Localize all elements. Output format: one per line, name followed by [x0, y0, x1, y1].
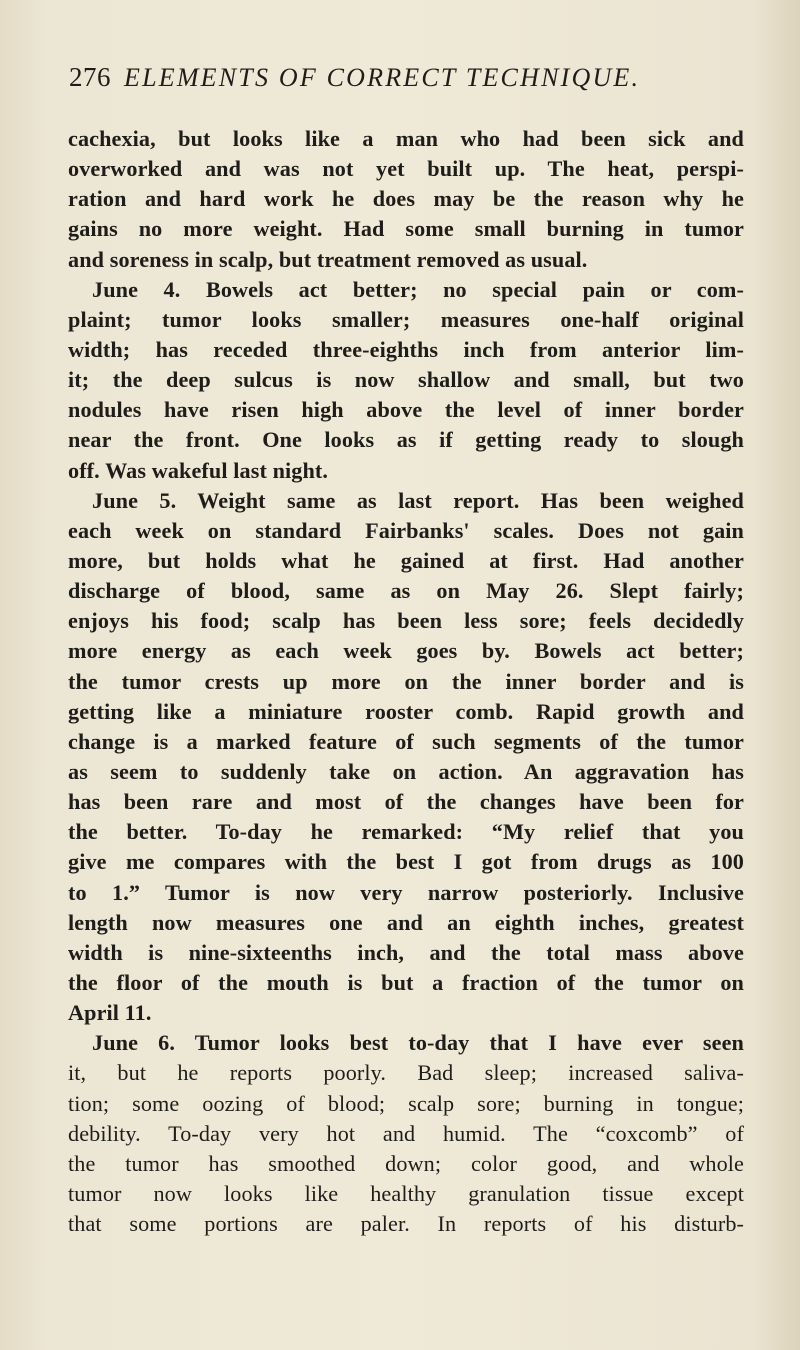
text-line: and soreness in scalp, but treatment removed as usual.	[68, 246, 588, 272]
text-line: width; has receded three-eighths inch from anterior lim-	[68, 336, 744, 362]
text-line: ration and hard work he does may be the reason why he	[68, 186, 744, 212]
text-line: length now measures one and an eighth inches, greatest	[68, 909, 744, 935]
text-line: tion; some oozing of blood; scalp sore; burning in tongue;	[68, 1090, 744, 1116]
text-line: cachexia, but looks like a man who had been sick and	[68, 126, 744, 151]
text-line: more, but holds what he gained at first. Had another	[68, 547, 744, 573]
text-line: it, but he reports poorly. Bad sleep; increased saliva-	[68, 1060, 744, 1086]
text-line: to 1.” Tumor is now very narrow posteriorly. Inclusive	[68, 879, 744, 905]
text-line: each week on standard Fairbanks' scales. Does not gain	[68, 517, 744, 543]
text-line: plaint; tumor looks smaller; measures one-half original	[68, 306, 744, 332]
text-line: the floor of the mouth is but a fraction of the tumor on	[68, 969, 744, 995]
text-line: give me compares with the best I got from drugs as 100	[68, 849, 744, 875]
body-text	[68, 124, 744, 1239]
text-line: enjoys his food; scalp has been less sore; feels decidedly	[68, 608, 744, 634]
text-line: the tumor has smoothed down; color good, and whole	[68, 1150, 744, 1176]
text-line: gains no more weight. Had some small burning in tumor	[68, 216, 744, 242]
text-line: June 6. Tumor looks best to-day that I have ever seen	[92, 1030, 744, 1056]
page-number: 276	[69, 62, 111, 92]
running-head: ELEMENTS OF CORRECT TECHNIQUE.	[124, 63, 641, 92]
text-line: width is nine-sixteenths inch, and the total mass above	[68, 939, 744, 965]
text-line: June 5. Weight same as last report. Has been weighed	[92, 487, 744, 513]
text-line: overworked and was not yet built up. The heat, perspi-	[68, 156, 744, 182]
text-line: it; the deep sulcus is now shallow and small, but two	[68, 367, 744, 393]
text-line: more energy as each week goes by. Bowels act better;	[68, 638, 744, 664]
text-line: has been rare and most of the changes have been for	[68, 789, 744, 815]
text-line: nodules have risen high above the level of inner border	[68, 397, 744, 423]
text-line: near the front. One looks as if getting ready to slough	[68, 427, 744, 453]
text-line: tumor now looks like healthy granulation tissue except	[68, 1180, 744, 1206]
text-line: discharge of blood, same as on May 26. Slept fairly;	[68, 578, 744, 604]
text-line: April 11.	[68, 1000, 152, 1026]
text-line: June 4. Bowels act better; no special pain or com-	[92, 276, 744, 302]
text-line: off. Was wakeful last night.	[68, 457, 329, 483]
text-line: as seem to suddenly take on action. An aggravation has	[68, 758, 744, 784]
text-line: that some portions are paler. In reports of his disturb-	[68, 1211, 744, 1237]
text-line: the tumor crests up more on the inner border and is	[68, 668, 744, 694]
text-line: getting like a miniature rooster comb. Rapid growth and	[68, 698, 744, 724]
text-line: change is a marked feature of such segments of the tumor	[68, 728, 744, 754]
text-line: the better. To-day he remarked: “My relief that you	[68, 819, 744, 845]
page-header	[69, 62, 729, 98]
text-line: debility. To-day very hot and humid. The “coxcomb” of	[68, 1120, 744, 1146]
